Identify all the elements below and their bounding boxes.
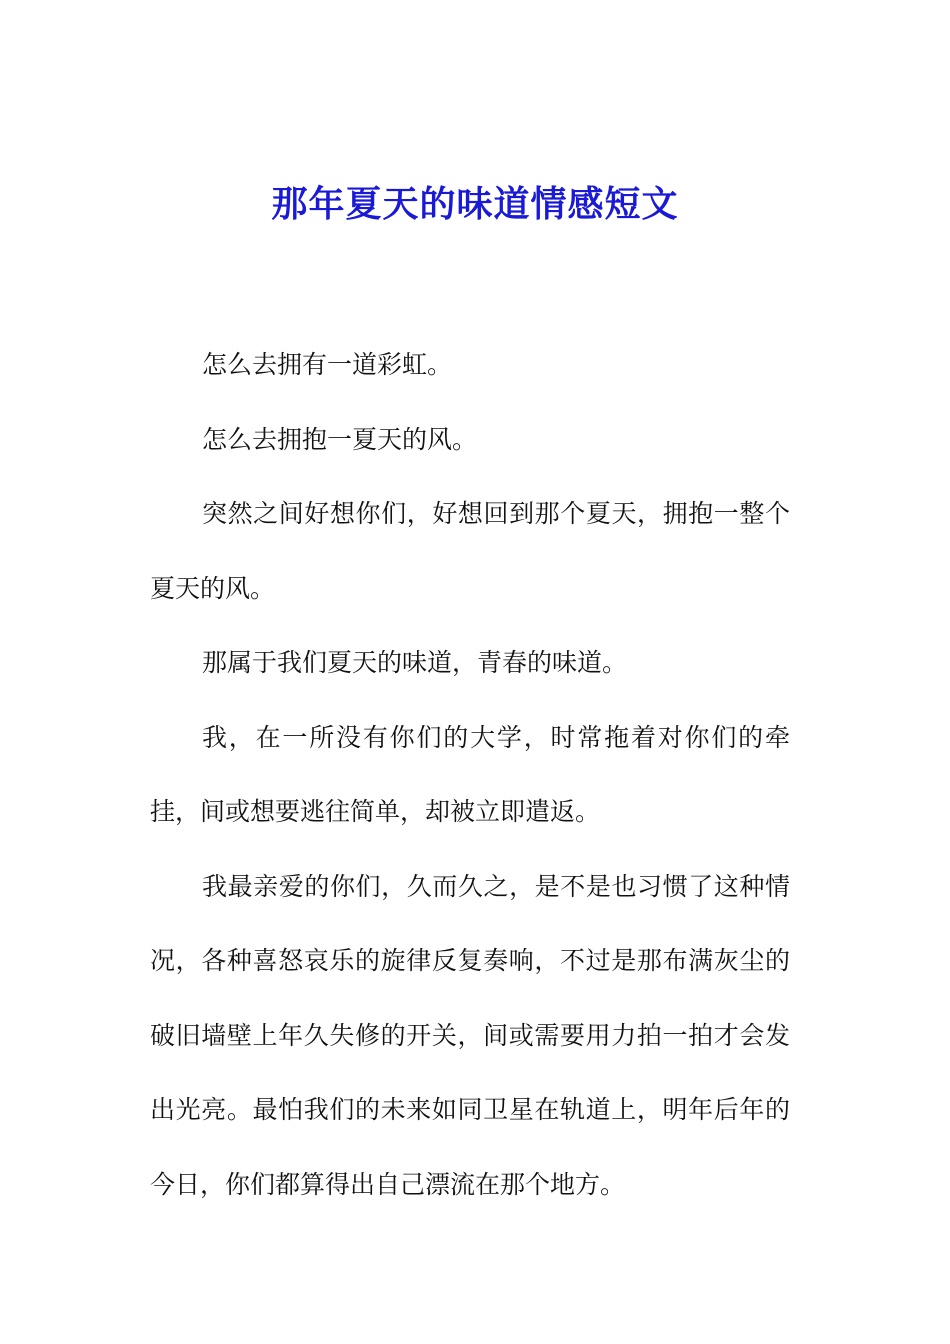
paragraph: 突然之间好想你们，好想回到那个夏天，拥抱一整个夏天的风。 [150, 499, 790, 603]
paragraph: 我最亲爱的你们，久而久之，是不是也习惯了这种情况，各种喜怒哀乐的旋律反复奏响，不过是那布满灰尘的破旧墙壁上年久失修的开关，间或需要用力拍一拍才会发出光亮。最怕我们的未来如同卫星在轨道上，明年后年的今日，你们都算得出自己漂流在那个地方。 [150, 871, 790, 1199]
paragraph: 怎么去拥有一道彩虹。 [202, 350, 453, 379]
paragraph: 怎么去拥抱一夏天的风。 [202, 424, 478, 454]
paragraph: 我，在一所没有你们的大学，时常拖着对你们的牵挂，间或想要逃往简单，却被立即遣返。 [150, 722, 790, 826]
document-body [150, 328, 790, 1222]
paragraph: 那属于我们夏天的味道，青春的味道。 [202, 648, 628, 677]
document-title: 那年夏天的味道情感短文 [271, 183, 679, 225]
